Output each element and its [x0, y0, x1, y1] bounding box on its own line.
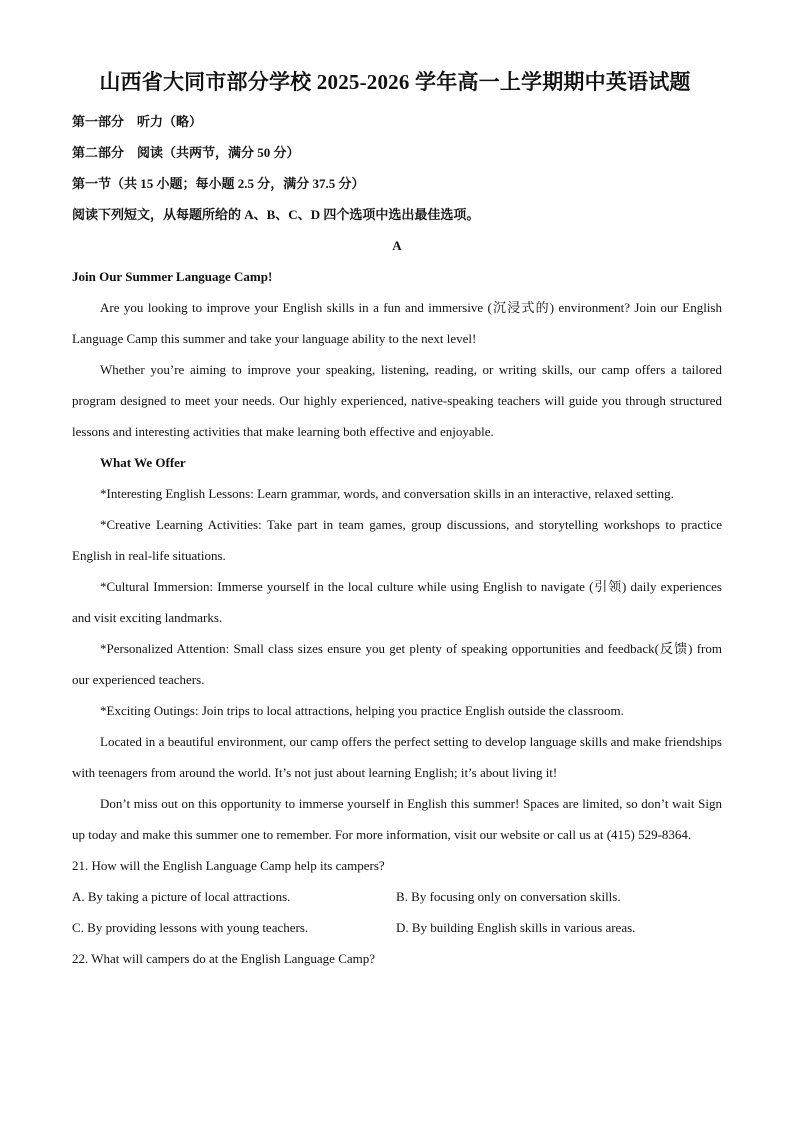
passage-letter: A	[392, 238, 402, 253]
passage-heading: Join Our Summer Language Camp!	[72, 269, 273, 284]
question-21-options-row-2	[72, 912, 722, 943]
passage-paragraph-1: Are you looking to improve your English skills in a fun and immersive (沉浸式的) environment? Join our English Language Camp this summer and take your language ability to the next level!	[72, 300, 722, 346]
offer-item-lessons: *Interesting English Lessons: Learn grammar, words, and conversation skills in an interactive, relaxed setting.	[100, 486, 674, 501]
passage-paragraph-3: Located in a beautiful environment, our camp offers the perfect setting to develop language skills and make friendships with teenagers from around the world. It’s not just about learning English; it’s about living it!	[72, 734, 722, 780]
passage-paragraph-2: Whether you’re aiming to improve your speaking, listening, reading, or writing skills, our camp offers a tailored program designed to meet your needs. Our highly experienced, native-speaking teachers will guide you through structured lessons and interesting activities that make learning both effective and enjoyable.	[72, 362, 722, 439]
part-two-heading: 第二部分 阅读（共两节，满分 50 分）	[72, 145, 300, 160]
question-21-option-a[interactable]: A. By taking a picture of local attractions.	[72, 889, 291, 904]
question-21-option-d[interactable]: D. By building English skills in various areas.	[396, 920, 636, 935]
exam-page	[72, 66, 722, 974]
exam-title: 山西省大同市部分学校 2025-2026 学年高一上学期期中英语试题	[99, 70, 691, 94]
question-21-option-c[interactable]: C. By providing lessons with young teachers.	[72, 920, 309, 935]
offer-item-activities: *Creative Learning Activities: Take part in team games, group discussions, and storytelling workshops to practice English in real-life situations.	[72, 517, 722, 563]
question-21-option-b[interactable]: B. By focusing only on conversation skills.	[396, 889, 621, 904]
offer-item-attention: *Personalized Attention: Small class sizes ensure you get plenty of speaking opportunities and feedback(反馈) from our experienced teachers.	[72, 641, 722, 687]
question-21-options-row-1	[72, 881, 722, 912]
section-one-heading: 第一节（共 15 小题；每小题 2.5 分，满分 37.5 分）	[72, 176, 365, 191]
question-21-stem: 21. How will the English Language Camp help its campers?	[72, 858, 385, 873]
part-one-heading: 第一部分 听力（略）	[72, 114, 203, 129]
question-22-stem: 22. What will campers do at the English Language Camp?	[72, 951, 376, 966]
offer-item-immersion: *Cultural Immersion: Immerse yourself in the local culture while using English to navigate (引领) daily experiences and visit exciting landmarks.	[72, 579, 722, 625]
offer-heading: What We Offer	[100, 455, 186, 470]
offer-item-outings: *Exciting Outings: Join trips to local attractions, helping you practice English outside the classroom.	[100, 703, 624, 718]
passage-paragraph-4: Don’t miss out on this opportunity to immerse yourself in English this summer! Spaces are limited, so don’t wait Sign up today and make this summer one to remember. For more information, visit our website or call us at (415) 529-8364.	[72, 796, 722, 842]
instruction-text: 阅读下列短文，从每题所给的 A、B、C、D 四个选项中选出最佳选项。	[72, 207, 480, 222]
